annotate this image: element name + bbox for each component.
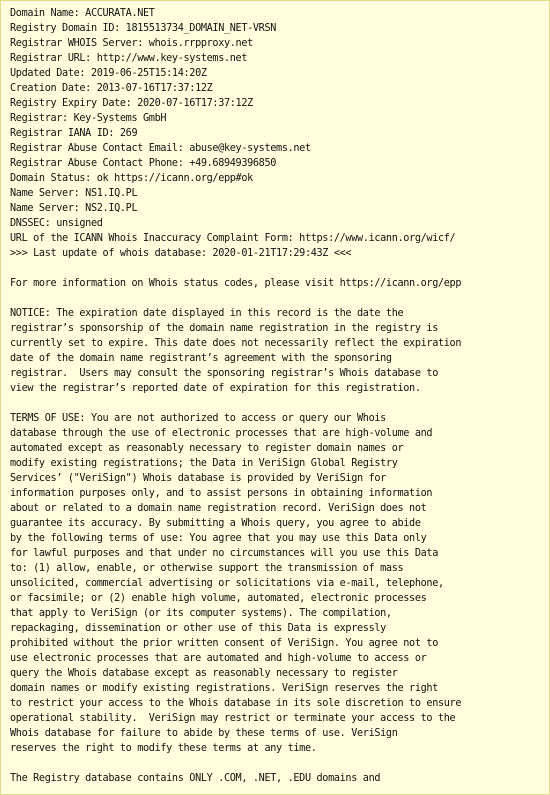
whois-line: database through the use of electronic processes that are high-volume and <box>10 428 433 439</box>
whois-line <box>10 756 540 771</box>
whois-line: to restrict your access to the Whois database in its sole discretion to ensure <box>10 698 462 709</box>
whois-line: URL of the ICANN Whois Inaccuracy Complaint Form: https://www.icann.org/wicf/ <box>10 233 456 244</box>
whois-line: information purposes only, and to assist persons in obtaining information <box>10 488 433 499</box>
whois-line: Creation Date: 2013-07-16T17:37:12Z <box>10 83 213 94</box>
whois-line: Registrar Abuse Contact Email: abuse@key-systems.net <box>10 143 311 154</box>
whois-line: to: (1) allow, enable, or otherwise support the transmission of mass <box>10 563 404 574</box>
whois-line: currently set to expire. This date does not necessarily reflect the expiration <box>10 338 462 349</box>
whois-line: Registrar IANA ID: 269 <box>10 128 138 139</box>
whois-line: modify existing registrations; the Data in VeriSign Global Registry <box>10 458 398 469</box>
whois-line <box>10 291 540 306</box>
whois-line: domain names or modify existing registrations. VeriSign reserves the right <box>10 683 438 694</box>
whois-line: or facsimile; or (2) enable high volume, automated, electronic processes <box>10 593 427 604</box>
whois-line: automated except as reasonably necessary to register domain names or <box>10 443 404 454</box>
whois-line: Domain Name: ACCURATA.NET <box>10 8 155 19</box>
whois-line: Registrar URL: http://www.key-systems.net <box>10 53 248 64</box>
whois-line: operational stability. VeriSign may restrict or terminate your access to the <box>10 713 456 724</box>
whois-line: view the registrar’s reported date of expiration for this registration. <box>10 383 421 394</box>
whois-line: prohibited without the prior written consent of VeriSign. You agree not to <box>10 638 438 649</box>
whois-line: about or related to a domain name registration record. VeriSign does not <box>10 503 427 514</box>
whois-line: Registry Expiry Date: 2020-07-16T17:37:12Z <box>10 98 253 109</box>
whois-line: that apply to VeriSign (or its computer systems). The compilation, <box>10 608 392 619</box>
whois-line: Registry Domain ID: 1815513734_DOMAIN_NET-VRSN <box>10 23 277 34</box>
whois-line: TERMS OF USE: You are not authorized to access or query our Whois <box>10 413 386 424</box>
whois-line: Registrar Abuse Contact Phone: +49.68949396850 <box>10 158 277 169</box>
whois-line: for lawful purposes and that under no circumstances will you use this Data <box>10 548 438 559</box>
whois-line: NOTICE: The expiration date displayed in this record is the date the <box>10 308 404 319</box>
whois-line: guarantee its accuracy. By submitting a Whois query, you agree to abide <box>10 518 421 529</box>
whois-line: DNSSEC: unsigned <box>10 218 103 229</box>
whois-line: reserves the right to modify these terms at any time. <box>10 743 317 754</box>
whois-line: by the following terms of use: You agree that you may use this Data only <box>10 533 427 544</box>
whois-line: For more information on Whois status codes, please visit https://icann.org/epp <box>10 278 462 289</box>
whois-line: Name Server: NS2.IQ.PL <box>10 203 138 214</box>
whois-line: unsolicited, commercial advertising or solicitations via e-mail, telephone, <box>10 578 444 589</box>
whois-line <box>10 396 540 411</box>
whois-line: registrar. Users may consult the sponsoring registrar’s Whois database to <box>10 368 438 379</box>
whois-line: Updated Date: 2019-06-25T15:14:20Z <box>10 68 207 79</box>
whois-line: Registrar: Key-Systems GmbH <box>10 113 167 124</box>
whois-line: Registrar WHOIS Server: whois.rrpproxy.net <box>10 38 253 49</box>
whois-line: Name Server: NS1.IQ.PL <box>10 188 138 199</box>
whois-line: registrar’s sponsorship of the domain name registration in the registry is <box>10 323 438 334</box>
whois-line: repackaging, dissemination or other use of this Data is expressly <box>10 623 386 634</box>
whois-line: date of the domain name registrant’s agreement with the sponsoring <box>10 353 392 364</box>
whois-line: The Registry database contains ONLY .COM, .NET, .EDU domains and <box>10 773 381 784</box>
whois-line: Domain Status: ok https://icann.org/epp#ok <box>10 173 253 184</box>
whois-line: query the Whois database except as reasonably necessary to register <box>10 668 398 679</box>
whois-line: Whois database for failure to abide by these terms of use. VeriSign <box>10 728 398 739</box>
whois-record-text <box>10 6 540 786</box>
whois-line: >>> Last update of whois database: 2020-01-21T17:29:43Z <<< <box>10 248 352 259</box>
whois-line: use electronic processes that are automated and high-volume to access or <box>10 653 427 664</box>
whois-line <box>10 261 540 276</box>
whois-line: Services’ ("VeriSign") Whois database is provided by VeriSign for <box>10 473 386 484</box>
